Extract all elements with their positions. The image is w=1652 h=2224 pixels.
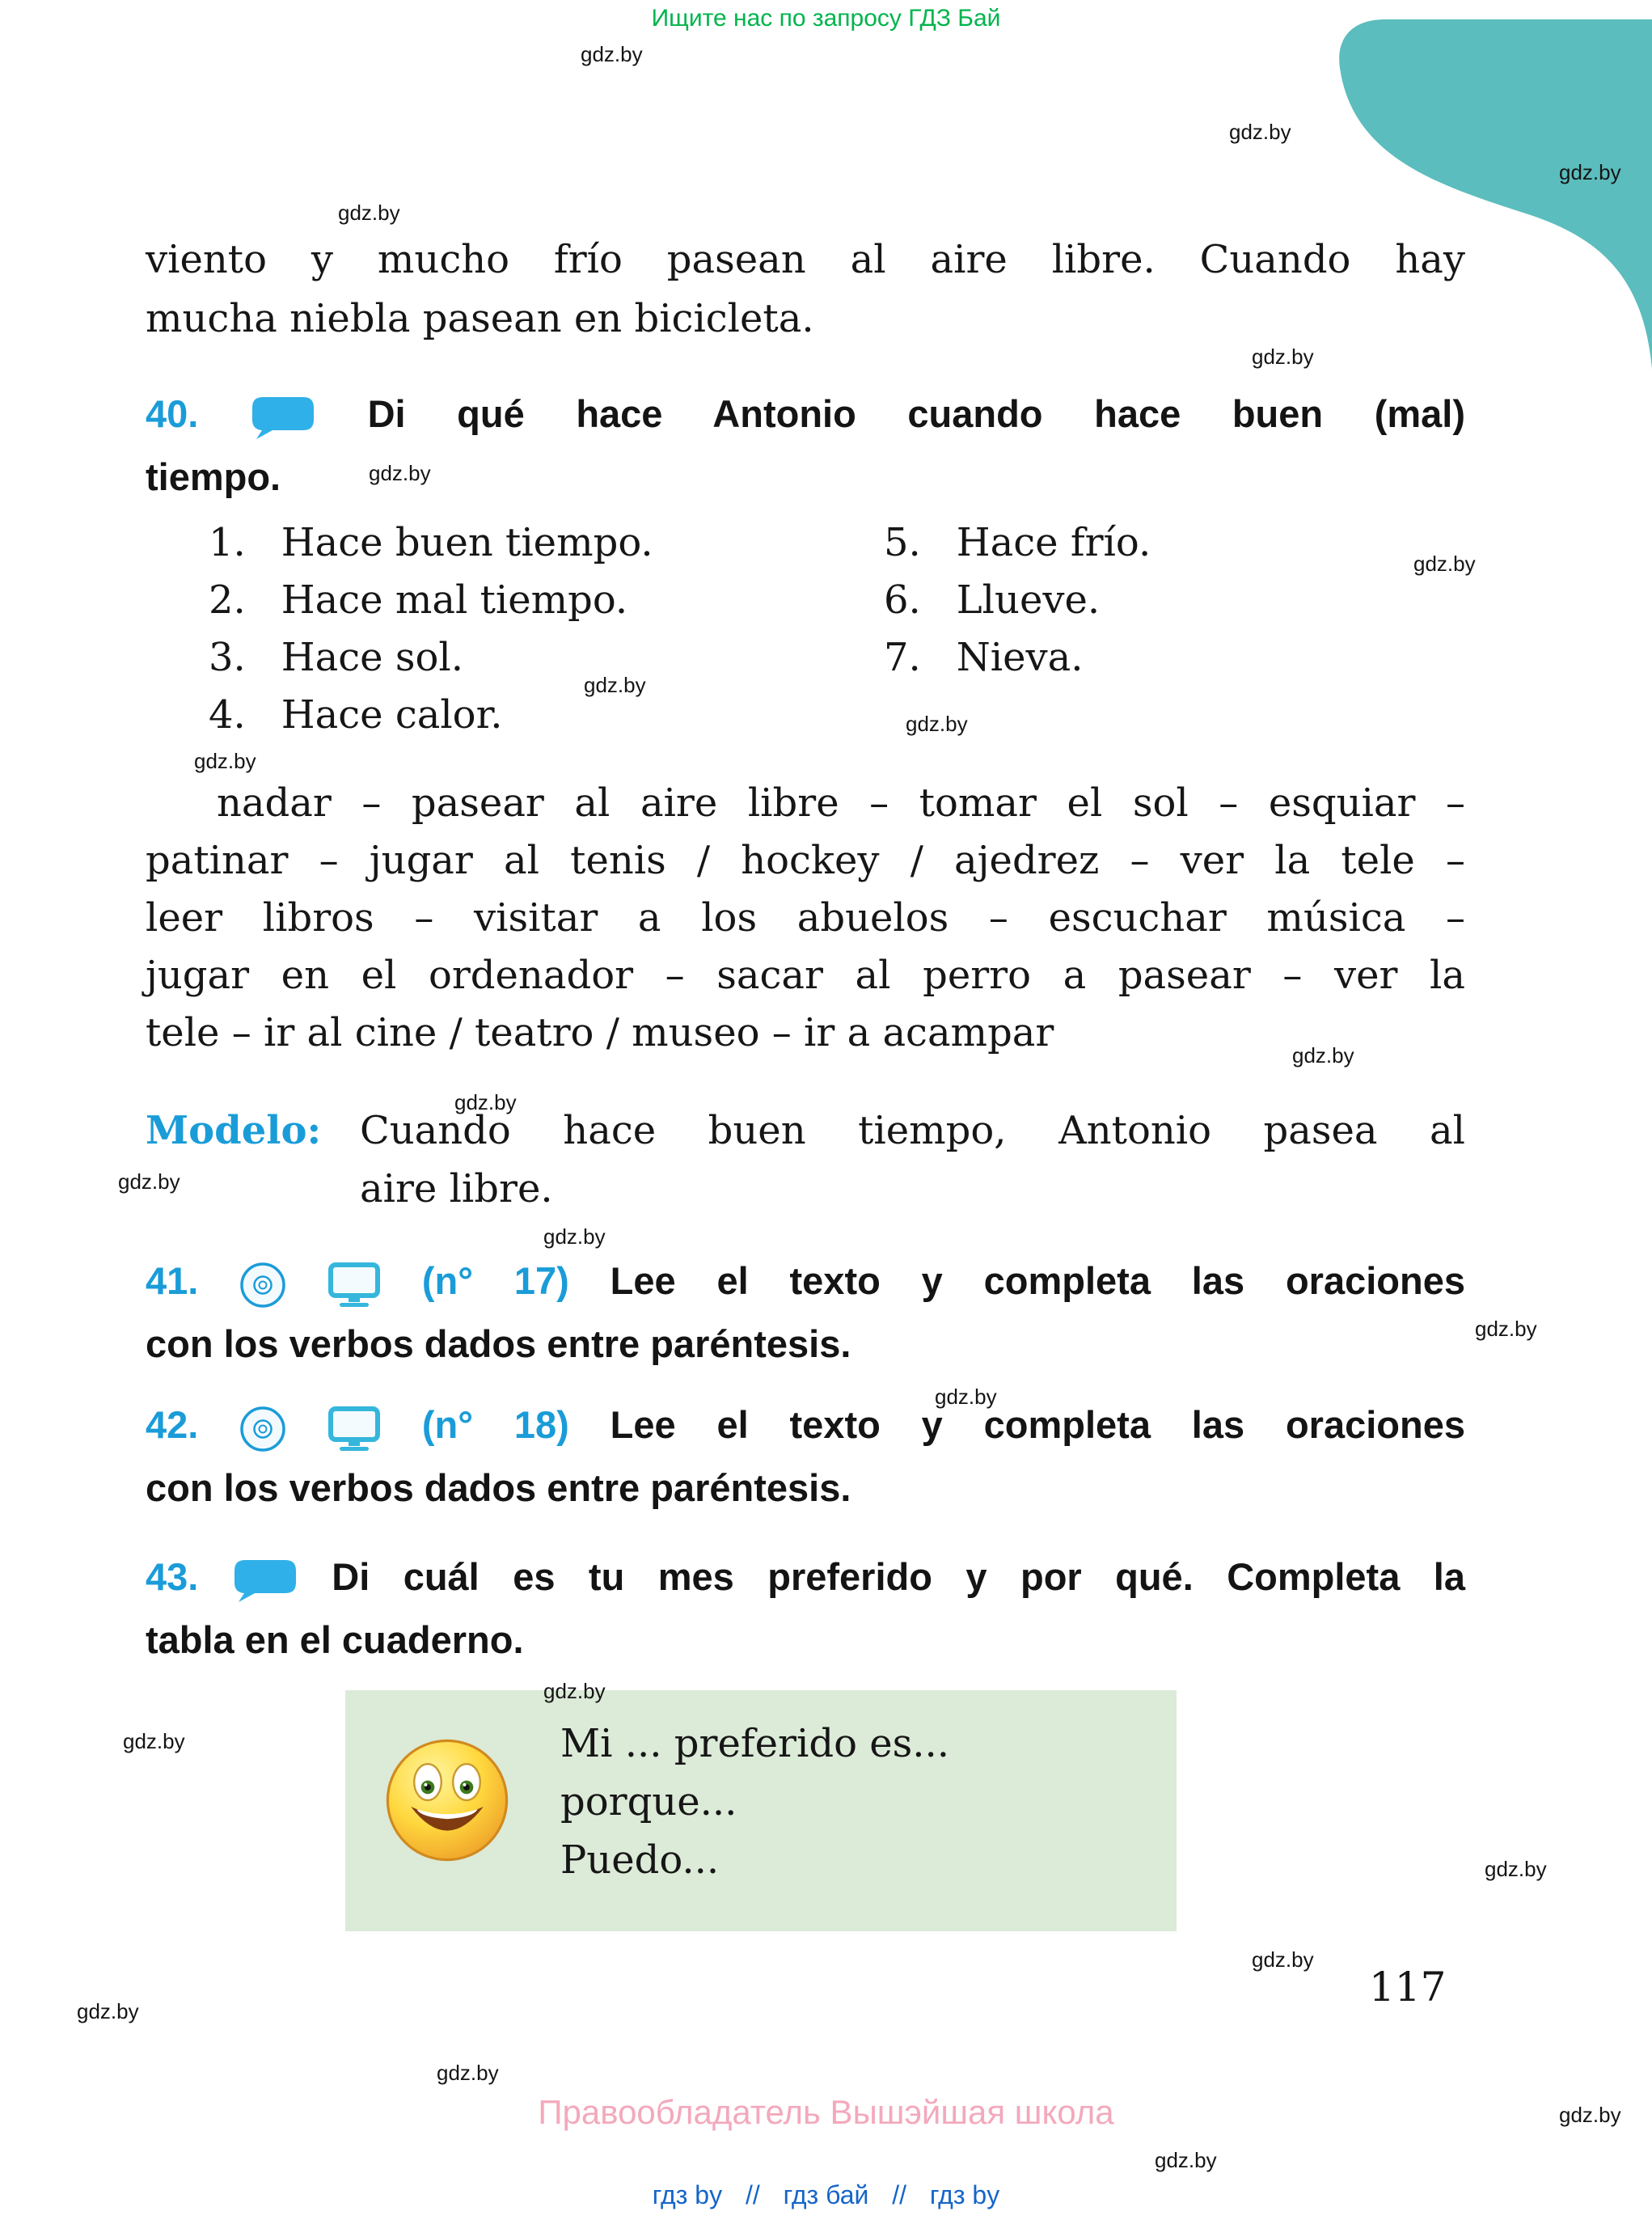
footer-links <box>0 2180 1652 2210</box>
word-bank-line: tele – ir al cine / teatro / museo – ir a acampar <box>146 1010 1054 1055</box>
word-bank-line: jugar en el ordenador – sacar al perro a pasear – ver la <box>146 953 1465 998</box>
exercise-41-number: 41. <box>146 1259 199 1302</box>
list-item-text: Llueve. <box>956 577 1101 623</box>
computer-icon <box>327 1262 381 1317</box>
copyright-text: Правообладатель Вышэйшая школа <box>538 2093 1114 2131</box>
watermark: gdz.by <box>581 42 643 66</box>
list-item-number: 3. <box>209 635 246 680</box>
list-item-text: Hace frío. <box>956 520 1151 565</box>
cd-icon <box>239 1262 286 1317</box>
list-item-number: 6. <box>884 577 921 623</box>
exercise-42-instruction-cont: con los verbos dados entre paréntesis. <box>146 1466 851 1509</box>
list-item-number: 5. <box>884 520 921 565</box>
computer-icon <box>327 1406 381 1461</box>
list-item-number: 7. <box>884 635 921 680</box>
exercise-43-instruction-cont: tabla en el cuaderno. <box>146 1618 524 1661</box>
watermark: gdz.by <box>1485 1857 1547 1881</box>
promo-banner: Ищите нас по запросу ГДЗ Бай <box>651 5 1001 32</box>
exercise-41-track-ref: (n° 17) <box>421 1259 569 1302</box>
list-item <box>884 572 1151 629</box>
watermark: gdz.by <box>1413 552 1476 576</box>
speech-example-line: Puedo... <box>560 1837 720 1883</box>
cd-icon <box>239 1406 286 1461</box>
list-item <box>884 629 1151 687</box>
list-item-text: Hace calor. <box>281 692 503 738</box>
list-item <box>884 514 1151 572</box>
footer-link-gdz-by2[interactable]: гдз by <box>929 2180 1000 2209</box>
exercise-42-track-ref: (n° 18) <box>421 1403 569 1446</box>
list-item-text: Hace sol. <box>281 635 463 680</box>
watermark: gdz.by <box>1559 2103 1621 2127</box>
speech-example-line: porque... <box>560 1779 737 1824</box>
exercise-42 <box>146 1397 1465 1516</box>
watermark: gdz.by <box>1252 1947 1314 1972</box>
smiley-emoji-icon <box>382 1736 512 1865</box>
watermark: gdz.by <box>1292 1043 1354 1068</box>
watermark: gdz.by <box>543 1224 606 1249</box>
watermark: gdz.by <box>77 1999 139 2023</box>
watermark: gdz.by <box>1229 120 1291 144</box>
exercise-42-number: 42. <box>146 1403 199 1446</box>
list-item-number: 2. <box>209 577 246 623</box>
speech-example-line: Mi ... preferido es... <box>560 1721 950 1766</box>
exercise-40-instruction: Di qué hace Antonio cuando hace buen (mal) <box>367 392 1466 435</box>
list-item-text: Hace mal tiempo. <box>281 577 628 623</box>
list-item-text: Hace buen tiempo. <box>281 520 653 565</box>
weather-list-col2 <box>884 514 1151 687</box>
modelo-example <box>146 1101 1465 1218</box>
list-item <box>209 572 653 629</box>
exercise-41-heading <box>146 1254 1465 1317</box>
page-number: 117 <box>1369 1964 1447 2010</box>
watermark: gdz.by <box>454 1090 517 1114</box>
exercise-42-instruction: Lee el texto y completa las oraciones <box>610 1403 1466 1446</box>
modelo-label: Modelo: <box>146 1108 322 1153</box>
speech-bubble-icon <box>250 395 316 450</box>
word-bank <box>146 775 1465 1062</box>
footer-link-gdz-by[interactable]: гдз by <box>652 2180 723 2209</box>
weather-list-col1 <box>209 514 653 744</box>
intro-line-1: viento y mucho frío pasean al aire libre. Cuando hay <box>146 237 1465 282</box>
watermark: gdz.by <box>123 1729 185 1753</box>
intro-paragraph <box>146 230 1465 349</box>
list-item-text: Nieva. <box>956 635 1084 680</box>
exercise-43-instruction: Di cuál es tu mes preferido y por qué. Completa la <box>332 1555 1465 1598</box>
watermark: gdz.by <box>338 201 400 225</box>
intro-line-2: mucha niebla pasean en bicicleta. <box>146 296 814 341</box>
modelo-line-1: Cuando hace buen tiempo, Antonio pasea al <box>360 1108 1465 1153</box>
watermark: gdz.by <box>194 749 256 773</box>
footer-link-gdz-bai[interactable]: гдз бай <box>783 2180 869 2209</box>
exercise-41-instruction: Lee el texto y completa las oraciones <box>610 1259 1466 1302</box>
list-item <box>209 514 653 572</box>
watermark: gdz.by <box>1252 345 1314 369</box>
modelo-line-2: aire libre. <box>360 1166 553 1211</box>
exercise-43 <box>146 1550 1465 1668</box>
watermark: gdz.by <box>369 461 431 485</box>
watermark: gdz.by <box>118 1169 180 1194</box>
speech-example-box <box>345 1690 1177 1931</box>
list-item-number: 4. <box>209 692 246 738</box>
watermark: gdz.by <box>906 712 968 736</box>
watermark: gdz.by <box>935 1385 997 1409</box>
footer-link-separator: // <box>745 2180 760 2209</box>
word-bank-line: patinar – jugar al tenis / hockey / ajedrez – ver la tele – <box>146 838 1465 883</box>
watermark: gdz.by <box>1559 160 1621 184</box>
exercise-40-instruction-cont: tiempo. <box>146 455 281 498</box>
exercise-42-heading <box>146 1397 1465 1461</box>
exercise-40 <box>146 387 1465 505</box>
watermark: gdz.by <box>584 673 646 697</box>
watermark: gdz.by <box>437 2061 499 2085</box>
watermark: gdz.by <box>543 1679 606 1703</box>
exercise-43-number: 43. <box>146 1555 199 1598</box>
watermark: gdz.by <box>1475 1317 1537 1341</box>
exercise-40-heading <box>146 387 1465 450</box>
word-bank-line: nadar – pasear al aire libre – tomar el sol – esquiar – <box>217 780 1465 826</box>
exercise-40-number: 40. <box>146 392 199 435</box>
word-bank-line: leer libros – visitar a los abuelos – escuchar música – <box>146 895 1465 941</box>
exercise-41 <box>146 1254 1465 1372</box>
exercise-41-instruction-cont: con los verbos dados entre paréntesis. <box>146 1322 851 1365</box>
footer-link-separator: // <box>892 2180 907 2209</box>
list-item-number: 1. <box>209 520 246 565</box>
watermark: gdz.by <box>1155 2148 1217 2172</box>
exercise-43-heading <box>146 1550 1465 1613</box>
speech-bubble-icon <box>232 1558 298 1613</box>
speech-example-text <box>560 1715 949 1889</box>
